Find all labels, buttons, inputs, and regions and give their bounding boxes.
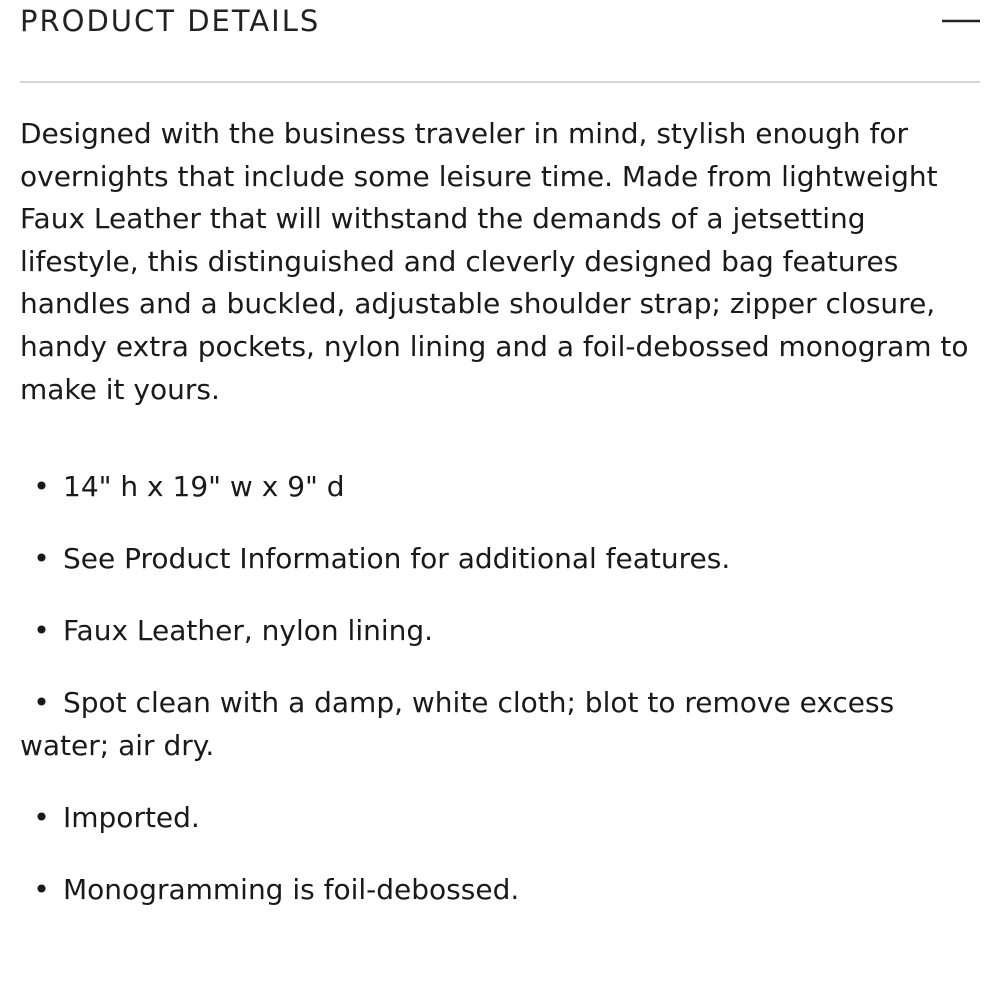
section-divider <box>20 81 980 83</box>
feature-text: Imported. <box>63 801 200 834</box>
feature-item <box>20 681 980 767</box>
product-description: Designed with the business traveler in mind, stylish enough for overnights that include some leisure time. Made from lightweight Faux Leather that will withstand the demands of a jetsetting lifestyle, this distinguished and cleverly designed bag features handles and a buckled, adjustable shoulder strap; zipper closure, handy extra pockets, nylon lining and a foil-debossed monogram to make it yours. <box>20 117 969 406</box>
feature-item <box>20 537 980 580</box>
feature-text: 14" h x 19" w x 9" d <box>63 470 345 503</box>
minus-icon[interactable] <box>942 4 982 36</box>
feature-text: Faux Leather, nylon lining. <box>63 614 434 647</box>
feature-text: See Product Information for additional features. <box>63 542 731 575</box>
feature-list <box>20 465 980 940</box>
product-details-accordion-header[interactable] <box>0 0 1000 84</box>
bullet: • <box>33 542 50 575</box>
feature-text: Spot clean with a damp, white cloth; blot to remove excess water; air dry. <box>20 686 895 762</box>
bullet: • <box>33 614 50 647</box>
feature-item <box>20 868 980 911</box>
bullet: • <box>33 686 50 719</box>
bullet: • <box>33 801 50 834</box>
bullet: • <box>33 470 50 503</box>
feature-text: Monogramming is foil-debossed. <box>63 873 520 906</box>
section-title: PRODUCT DETAILS <box>20 4 321 38</box>
feature-item <box>20 609 980 652</box>
bullet: • <box>33 873 50 906</box>
feature-item <box>20 465 980 508</box>
feature-item <box>20 796 980 839</box>
